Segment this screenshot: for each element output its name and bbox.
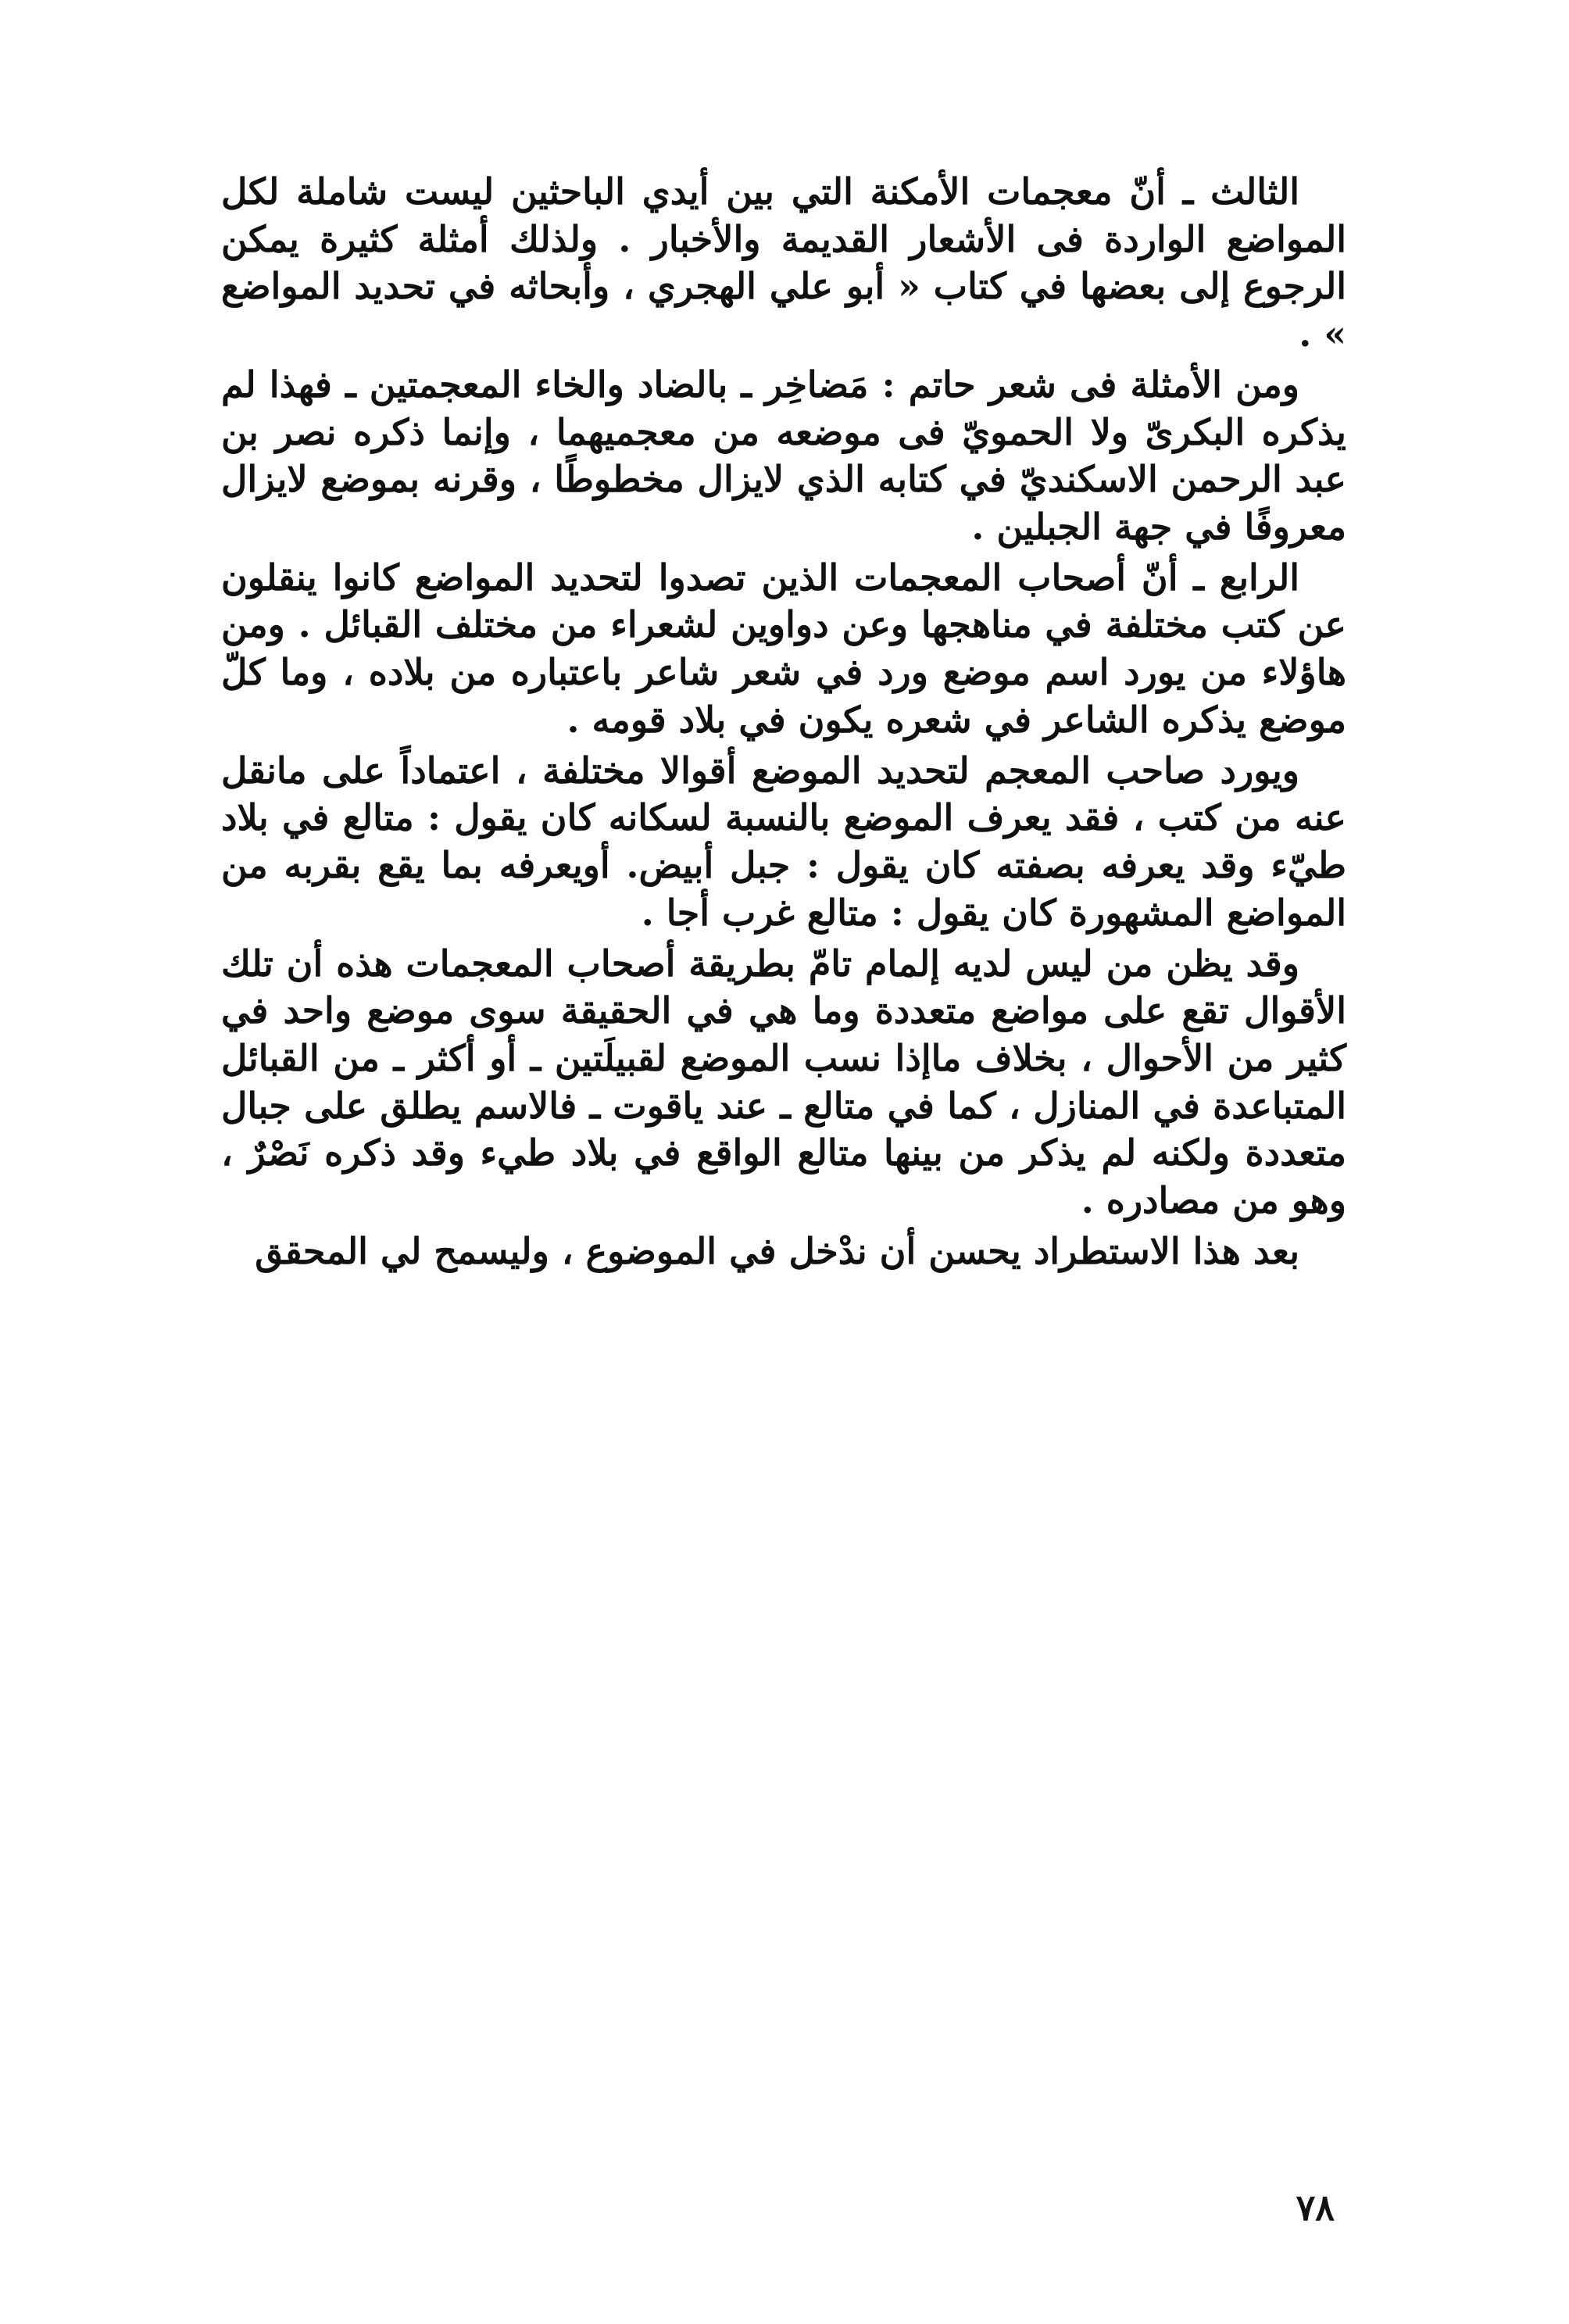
body-text: [221, 168, 1346, 1275]
paragraph-digression-end: بعد هذا الاستطراد يحسن أن ندْخل في الموضوع ، وليسمح لي المحقق: [255, 1229, 1299, 1272]
paragraph-hatim-example: ومن الأمثلة فى شعر حاتم : مَضاخِر ـ بالضاد والخاء المعجمتين ـ فهذا لم يذكره البكرىّ ولا الحمويّ فى موضعه من معجميهما ، وإنما ذكره نصر بن عبد الرحمن الاسكنديّ في كتابه الذي لايزال مخطوطًا ، وقرنه بموضع لايزال معروفًا في جهة الجبلين .: [221, 363, 1346, 549]
paragraph-fourth-point: الرابع ـ أنّ أصحاب المعجمات الذين تصدوا لتحديد المواضع كانوا ينقلون عن كتب مختلفة في مناهجها وعن دواوين لشعراء من مختلف القبائل . ومن هاؤلاء من يورد اسم موضع ورد في شعر شاعر باعتباره من بلاده ، وما كلّ موضع يذكره الشاعر في شعره يكون في بلاد قومه .: [221, 556, 1346, 741]
page-number: ٧٨: [1296, 2186, 1335, 2229]
paragraph-third-point: الثالث ـ أنّ معجمات الأمكنة التي بين أيدي الباحثين ليست شاملة لكل المواضع الواردة فى الأشعار القديمة والأخبار . ولذلك أمثلة كثيرة يمكن الرجوع إلى بعضها في كتاب « أبو علي الهجري ، وأبحاثه في تحديد المواضع » .: [221, 170, 1346, 356]
paragraph-multiple-places: وقد يظن من ليس لديه إلمام تامّ بطريقة أصحاب المعجمات هذه أن تلك الأقوال تقع على مواضع متعددة وما هي في الحقيقة سوى موضع واحد في كثير من الأحوال ، بخلاف ماإذا نسب الموضع لقبيلَتين ـ أو أكثر ـ من القبائل المتباعدة في المنازل ، كما في متالع ـ عند ياقوت ـ فالاسم يطلق على جبال متعددة ولكنه لم يذكر من بينها متالع الواقع في بلاد طيء وقد ذكره نَصْرٌ ، وهو من مصادره .: [221, 942, 1346, 1222]
paragraph-dictionary-sayings: ويورد صاحب المعجم لتحديد الموضع أقوالا مختلفة ، اعتماداً على مانقل عنه من كتب ، فقد يعرف الموضع بالنسبة لسكانه كان يقول : متالع في بلاد طيّء وقد يعرفه بصفته كان يقول : جبل أبيض. أويعرفه بما يقع بقربه من المواضع المشهورة كان يقول : متالع غرب أجا .: [221, 749, 1346, 934]
